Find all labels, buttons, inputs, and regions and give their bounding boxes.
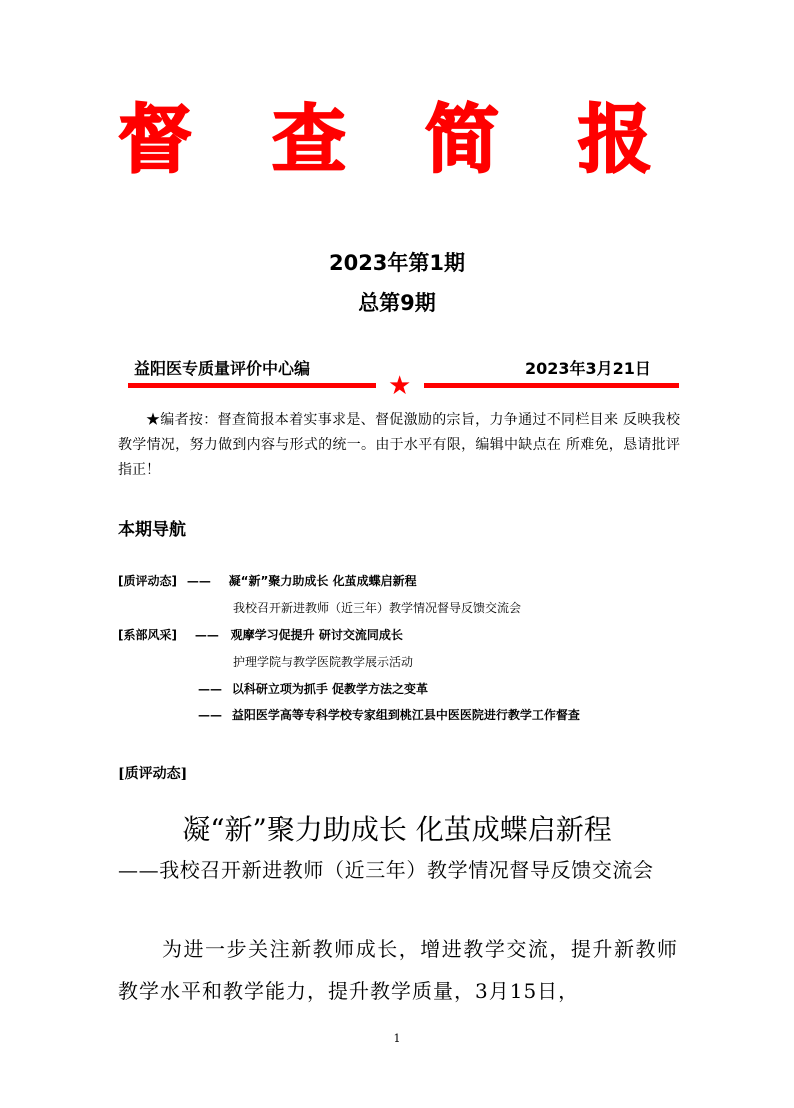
nav-item-dash: —— [198,682,222,696]
nav-item-dash: —— [194,628,219,642]
nav-item-dash: —— [186,574,211,588]
masthead-char: 督 [118,97,192,183]
nav-item-subtitle: 我校召开新进教师（近三年）教学情况督导反馈交流会 [233,601,522,615]
nav-item[interactable] [118,627,403,643]
divider-right [424,383,679,388]
divider-left [128,383,376,388]
nav-item-title: 观摩学习促提升 研讨交流同成长 [230,628,403,642]
masthead-char: 查 [272,97,346,183]
masthead-title [0,97,794,183]
nav-item[interactable] [198,707,580,723]
nav-item-dash: —— [198,708,222,722]
issue-number: 2023年第1期 [328,251,466,275]
masthead-char: 报 [578,97,652,183]
nav-item-title: 凝“新”聚力助成长 化茧成蝶启新程 [228,574,417,588]
editor-note: ★编者按：督查简报本着实事求是、督促激励的宗旨，力争通过不同栏目来 反映我校教学情况，努力做到内容与形式的统一。由于水平有限，编辑中缺点在 所难免，恳请批评指正！ [118,412,680,478]
issue-total-number: 总第9期 [358,291,436,315]
nav-item-subtitle: 护理学院与教学医院教学展示活动 [233,655,414,669]
article-title: 凝“新”聚力助成长 化茧成蝶启新程 [182,813,612,846]
article-paragraph: 为进一步关注新教师成长，增进教学交流，提升新教师教学水平和教学能力，提升教学质量，3月15日， [118,937,678,1003]
star-icon: ★ [388,371,412,401]
section-label: [质评动态] [118,766,188,782]
article-subtitle: ——我校召开新进教师（近三年）教学情况督导反馈交流会 [118,858,654,882]
nav-item[interactable] [198,681,428,697]
nav-item[interactable] [118,573,417,589]
page-number: 1 [393,1032,401,1045]
publish-date: 2023年3月21日 [525,359,651,378]
nav-item-title: 以科研立项为抓手 促教学方法之变革 [231,682,429,696]
nav-item-tag: [系部风采] [118,628,177,642]
nav-item-tag: [质评动态] [118,574,177,588]
editor-line: 益阳医专质量评价中心编 [134,359,311,378]
nav-heading: 本期导航 [118,520,186,540]
masthead-char: 简 [425,97,499,183]
nav-item-title: 益阳医学高等专科学校专家组到桃江县中医医院进行教学工作督查 [231,708,580,722]
